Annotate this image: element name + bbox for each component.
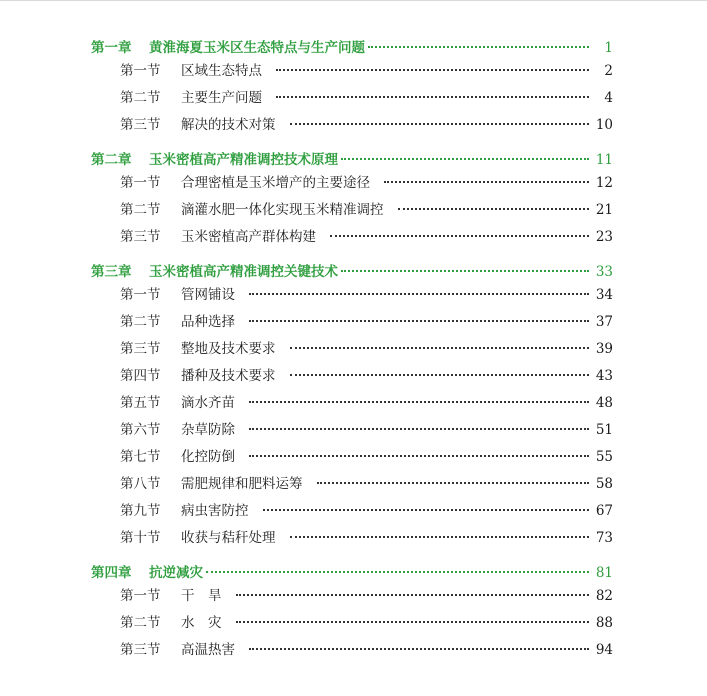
dot-leader	[290, 374, 590, 376]
dot-leader	[341, 270, 589, 272]
section-page-number: 82	[595, 588, 613, 604]
dot-leader	[330, 235, 589, 237]
section-entry[interactable]	[91, 59, 613, 86]
section-page-number: 21	[595, 202, 613, 218]
dot-leader	[276, 96, 589, 98]
section-page-number: 37	[595, 314, 613, 330]
section-number: 第二节	[120, 314, 161, 330]
section-number: 第三节	[120, 117, 161, 133]
section-number: 第一节	[120, 588, 161, 604]
section-title: 滴灌水肥一体化实现玉米精准调控	[181, 202, 384, 218]
section-number: 第七节	[120, 449, 161, 465]
section-title: 区域生态特点	[181, 63, 262, 79]
section-page-number: 2	[604, 63, 613, 79]
section-entry[interactable]	[91, 418, 613, 445]
chapter-block-4	[91, 561, 613, 665]
dot-leader	[398, 208, 590, 210]
section-page-number: 10	[595, 117, 613, 133]
dot-leader	[341, 158, 589, 160]
section-title: 合理密植是玉米增产的主要途径	[181, 175, 370, 191]
chapter-title: 玉米密植高产精准调控技术原理	[149, 152, 338, 168]
section-entry[interactable]	[91, 86, 613, 113]
chapter-entry[interactable]	[91, 260, 613, 283]
section-title: 滴水齐苗	[181, 395, 235, 411]
chapter-block-3	[91, 260, 613, 553]
chapter-entry[interactable]	[91, 36, 613, 59]
section-number: 第三节	[120, 341, 161, 357]
section-page-number: 51	[595, 422, 613, 438]
section-page-number: 23	[595, 229, 613, 245]
section-entry[interactable]	[91, 171, 613, 198]
section-title: 主要生产问题	[181, 90, 262, 106]
section-title: 整地及技术要求	[181, 341, 276, 357]
section-page-number: 73	[595, 530, 613, 546]
chapter-entry[interactable]	[91, 561, 613, 584]
chapter-number: 第一章	[91, 40, 132, 56]
dot-leader	[263, 509, 590, 511]
chapter-page-number: 11	[595, 152, 613, 168]
section-title: 水 灾	[181, 615, 222, 631]
table-of-contents	[91, 36, 613, 673]
section-number: 第五节	[120, 395, 161, 411]
dot-leader	[276, 69, 589, 71]
chapter-page-number: 81	[595, 565, 613, 581]
section-number: 第八节	[120, 476, 161, 492]
section-page-number: 58	[595, 476, 613, 492]
section-number: 第四节	[120, 368, 161, 384]
section-entry[interactable]	[91, 198, 613, 225]
section-entry[interactable]	[91, 445, 613, 472]
section-title: 播种及技术要求	[181, 368, 276, 384]
section-number: 第六节	[120, 422, 161, 438]
section-title: 高温热害	[181, 642, 235, 658]
section-number: 第三节	[120, 642, 161, 658]
section-page-number: 48	[595, 395, 613, 411]
dot-leader	[249, 320, 589, 322]
dot-leader	[290, 123, 590, 125]
section-entry[interactable]	[91, 364, 613, 391]
section-number: 第一节	[120, 287, 161, 303]
section-title: 管网铺设	[181, 287, 235, 303]
chapter-page-number: 1	[604, 40, 613, 56]
section-entry[interactable]	[91, 283, 613, 310]
section-number: 第二节	[120, 90, 161, 106]
section-page-number: 12	[595, 175, 613, 191]
dot-leader	[236, 594, 590, 596]
dot-leader	[249, 455, 589, 457]
chapter-page-number: 33	[595, 264, 613, 280]
section-number: 第二节	[120, 615, 161, 631]
section-number: 第十节	[120, 530, 161, 546]
section-entry[interactable]	[91, 638, 613, 665]
section-page-number: 34	[595, 287, 613, 303]
section-title: 病虫害防控	[181, 503, 249, 519]
section-entry[interactable]	[91, 113, 613, 140]
section-page-number: 94	[595, 642, 613, 658]
section-title: 品种选择	[181, 314, 235, 330]
chapter-title: 玉米密植高产精准调控关键技术	[149, 264, 338, 280]
dot-leader	[249, 293, 589, 295]
section-page-number: 43	[595, 368, 613, 384]
chapter-block-1	[91, 36, 613, 140]
section-title: 干 旱	[181, 588, 222, 604]
section-entry[interactable]	[91, 472, 613, 499]
chapter-title: 黄淮海夏玉米区生态特点与生产问题	[149, 40, 365, 56]
section-page-number: 4	[604, 90, 613, 106]
section-entry[interactable]	[91, 526, 613, 553]
section-title: 化控防倒	[181, 449, 235, 465]
section-number: 第二节	[120, 202, 161, 218]
dot-leader	[290, 347, 590, 349]
section-entry[interactable]	[91, 225, 613, 252]
chapter-number: 第四章	[91, 565, 132, 581]
section-title: 杂草防除	[181, 422, 235, 438]
section-entry[interactable]	[91, 337, 613, 364]
section-entry[interactable]	[91, 499, 613, 526]
section-page-number: 39	[595, 341, 613, 357]
chapter-number: 第三章	[91, 264, 132, 280]
section-entry[interactable]	[91, 584, 613, 611]
dot-leader	[384, 181, 589, 183]
section-entry[interactable]	[91, 611, 613, 638]
dot-leader	[368, 46, 589, 48]
section-number: 第一节	[120, 175, 161, 191]
dot-leader	[236, 621, 590, 623]
section-entry[interactable]	[91, 391, 613, 418]
dot-leader	[249, 428, 589, 430]
chapter-entry[interactable]	[91, 148, 613, 171]
dot-leader	[249, 401, 589, 403]
chapter-number: 第二章	[91, 152, 132, 168]
section-title: 收获与秸秆处理	[181, 530, 276, 546]
page-top-border	[0, 0, 707, 1]
section-page-number: 88	[595, 615, 613, 631]
section-entry[interactable]	[91, 310, 613, 337]
section-page-number: 67	[595, 503, 613, 519]
section-number: 第一节	[120, 63, 161, 79]
section-number: 第三节	[120, 229, 161, 245]
chapter-title: 抗逆减灾	[149, 565, 203, 581]
section-title: 解决的技术对策	[181, 117, 276, 133]
dot-leader	[290, 536, 590, 538]
chapter-block-2	[91, 148, 613, 252]
dot-leader	[206, 571, 589, 573]
dot-leader	[317, 482, 590, 484]
section-title: 需肥规律和肥料运筹	[181, 476, 303, 492]
dot-leader	[249, 648, 589, 650]
section-title: 玉米密植高产群体构建	[181, 229, 316, 245]
section-number: 第九节	[120, 503, 161, 519]
section-page-number: 55	[595, 449, 613, 465]
